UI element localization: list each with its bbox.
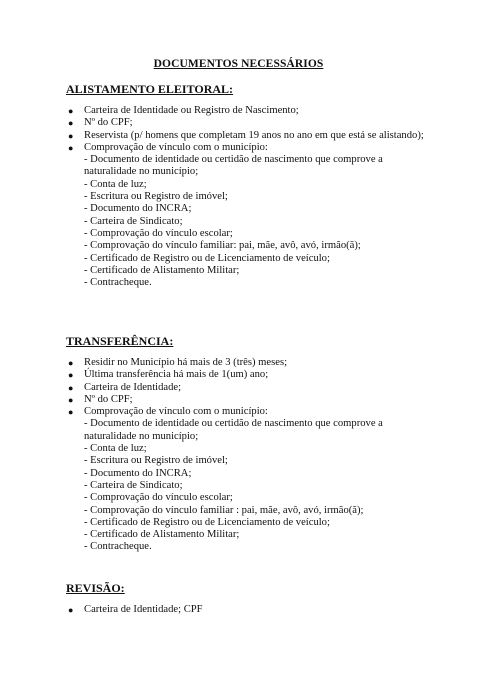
- sub-item: - Conta de luz;: [84, 178, 147, 190]
- list-item: [66, 406, 426, 554]
- list-item: [66, 357, 426, 369]
- bullet-icon: ●: [68, 394, 74, 405]
- sub-item: - Certificado de Alistamento Militar;: [84, 264, 240, 276]
- sub-item: - Comprovação do vínculo familiar : pai, mãe, avô, avó, irmão(ã);: [84, 504, 364, 516]
- list-item: [66, 117, 426, 129]
- section-heading: TRANSFERÊNCIA:: [66, 334, 174, 348]
- list-item-text: Carteira de Identidade; CPF: [84, 604, 203, 615]
- list-item: [66, 142, 426, 290]
- list-item-text: Nº do CPF;: [84, 117, 133, 129]
- bullet-icon: ●: [68, 142, 74, 153]
- bullet-icon: ●: [68, 370, 74, 381]
- bullet-icon: ●: [68, 130, 74, 141]
- sub-item: - Certificado de Alistamento Militar;: [84, 529, 240, 541]
- list-item-text: Comprovação de vínculo com o município:: [84, 141, 268, 153]
- section-heading: ALISTAMENTO ELEITORAL:: [66, 82, 234, 96]
- list-item: [66, 394, 426, 406]
- sub-item: - Carteira de Sindicato;: [84, 479, 183, 491]
- list-item-text: Última transferência há mais de 1(um) ano;: [84, 369, 269, 381]
- section-revisao: [66, 581, 426, 616]
- list-item-text: Comprovação de vínculo com o município:: [84, 406, 268, 418]
- section-alistamento-eleitoral: [66, 82, 426, 289]
- requirements-list: [66, 357, 426, 554]
- list-item-text: Carteira de Identidade ou Registro de Nascimento;: [84, 105, 299, 116]
- bullet-icon: ●: [68, 118, 74, 129]
- sub-item: - Conta de luz;: [84, 443, 147, 455]
- document-title: DOCUMENTOS NECESSÁRIOS: [153, 58, 324, 70]
- list-item: [66, 130, 426, 142]
- requirements-list: [66, 604, 426, 616]
- sub-item: - Documento de identidade ou certidão de nascimento que comprove a naturalidade no município;: [84, 154, 383, 178]
- sub-item: - Documento do INCRA;: [84, 467, 192, 479]
- list-item: [66, 382, 426, 394]
- requirements-list: [66, 105, 426, 289]
- list-item-text: Residir no Município há mais de 3 (três) meses;: [84, 357, 288, 368]
- sub-item: - Escritura ou Registro de imóvel;: [84, 455, 228, 467]
- sub-item: - Certificado de Registro ou de Licenciamento de veículo;: [84, 252, 330, 264]
- list-item-text: Carteira de Identidade;: [84, 381, 182, 393]
- sub-item: - Documento do INCRA;: [84, 203, 192, 215]
- sub-item: - Escritura ou Registro de imóvel;: [84, 191, 228, 203]
- sub-item: - Documento de identidade ou certidão de nascimento que comprove a naturalidade no município;: [84, 418, 383, 442]
- sub-item: - Certificado de Registro ou de Licenciamento de veículo;: [84, 516, 330, 528]
- list-item: [66, 369, 426, 381]
- bullet-icon: ●: [68, 605, 74, 615]
- sub-item: - Comprovação do vínculo escolar;: [84, 227, 233, 239]
- section-transferencia: [66, 334, 426, 554]
- section-heading: REVISÃO:: [66, 581, 125, 595]
- sub-item: - Carteira de Sindicato;: [84, 215, 183, 227]
- bullet-icon: ●: [68, 382, 74, 393]
- list-item-text: Nº do CPF;: [84, 393, 133, 405]
- sub-item: - Contracheque.: [84, 541, 152, 553]
- bullet-icon: ●: [68, 106, 74, 116]
- sub-item: - Comprovação do vínculo familiar: pai, mãe, avô, avó, irmão(ã);: [84, 240, 361, 252]
- list-item: [66, 105, 426, 117]
- sub-item: - Comprovação do vínculo escolar;: [84, 492, 233, 504]
- list-item-text: Reservista (p/ homens que completam 19 anos no ano em que está se alistando);: [84, 129, 424, 141]
- sub-item: - Contracheque.: [84, 277, 152, 289]
- list-item: [66, 604, 426, 616]
- bullet-icon: ●: [68, 358, 74, 368]
- bullet-icon: ●: [68, 407, 74, 418]
